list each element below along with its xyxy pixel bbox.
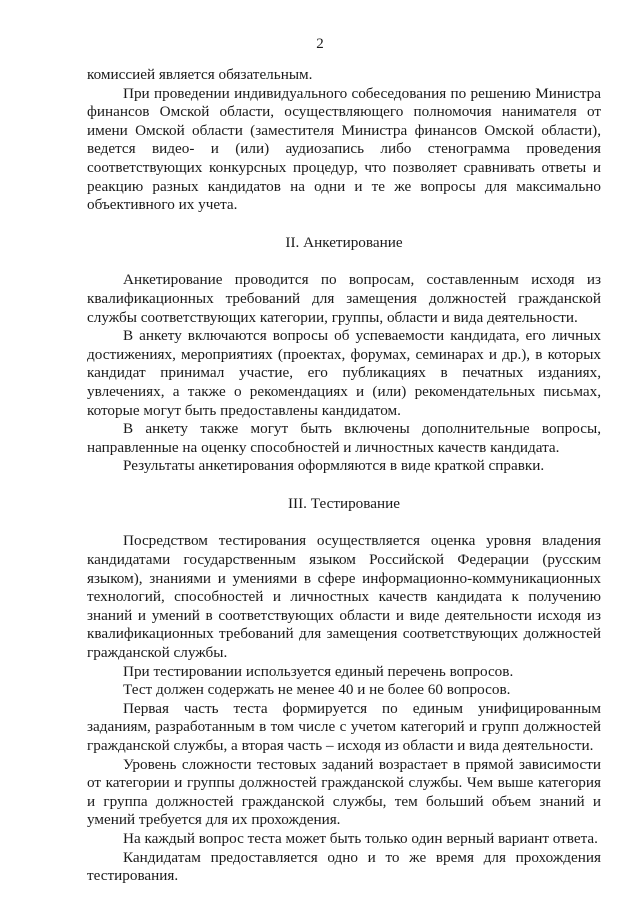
paragraph: Результаты анкетирования оформляются в виде краткой справки. bbox=[123, 457, 545, 475]
paragraph: В анкету включаются вопросы об успеваемости кандидата, его личных достижениях, мероприятиях (проектах, форумах, семинарах и др.), в которых кандидат принимал участие, его публикациях в печатных изданиях, увлечениях, а также о рекомендациях и (или) рекомендательных письмах, которые могут быть предоставлены кандидатом. bbox=[87, 327, 601, 419]
document-body bbox=[87, 66, 601, 886]
page-number: 2 bbox=[316, 36, 324, 52]
paragraph-interview-recording: При проведении индивидуального собеседования по решению Министра финансов Омской области, осуществляющего полномочия нанимателя от имени Омской области (заместителя Министра финансов Омской области), ведется видео- и (или) аудиозапись либо стенограмма проведения соответствующих конкурсных процедур, что позволяет сравнивать ответы и реакцию разных кандидатов на одни и те же вопросы для максимально объективного их учета. bbox=[87, 84, 601, 214]
section-heading-testing: III. Тестирование bbox=[288, 494, 400, 512]
paragraph: Кандидатам предоставляется одно и то же время для прохождения тестирования. bbox=[87, 848, 601, 885]
paragraph: Анкетирование проводится по вопросам, составленным исходя из квалификационных требований для замещения должностей гражданской службы соответствующих категории, группы, области и вида деятельности. bbox=[87, 271, 601, 326]
paragraph: Уровень сложности тестовых заданий возрастает в прямой зависимости от категории и группы должностей гражданской службы. Чем выше категория и группа должностей гражданской службы, тем больший объем знаний и умений требуется для их прохождения. bbox=[87, 755, 601, 829]
paragraph: На каждый вопрос теста может быть только один верный вариант ответа. bbox=[123, 829, 598, 847]
paragraph: Тест должен содержать не менее 40 и не более 60 вопросов. bbox=[123, 681, 511, 699]
paragraph-continuation: комиссией является обязательным. bbox=[87, 66, 313, 83]
paragraph: Первая часть теста формируется по единым унифицированным заданиям, разработанным в том числе с учетом категорий и групп должностей гражданской службы, а вторая часть – исходя из области и вида деятельности. bbox=[87, 699, 601, 754]
paragraph: Посредством тестирования осуществляется оценка уровня владения кандидатами государственным языком Российской Федерации (русским языком), знаниями и умениями в сфере информационно-коммуникационных технологий, способностей и личностных качеств кандидата к получению знаний и умений в соответствующих области и виде деятельности исходя из квалификационных требований для замещения соответствующих должностей гражданской службы. bbox=[87, 532, 601, 662]
paragraph: В анкету также могут быть включены дополнительные вопросы, направленные на оценку способностей и личностных качеств кандидата. bbox=[87, 420, 601, 456]
section-heading-questionnaire: II. Анкетирование bbox=[285, 233, 403, 251]
paragraph: При тестировании используется единый перечень вопросов. bbox=[123, 662, 514, 680]
